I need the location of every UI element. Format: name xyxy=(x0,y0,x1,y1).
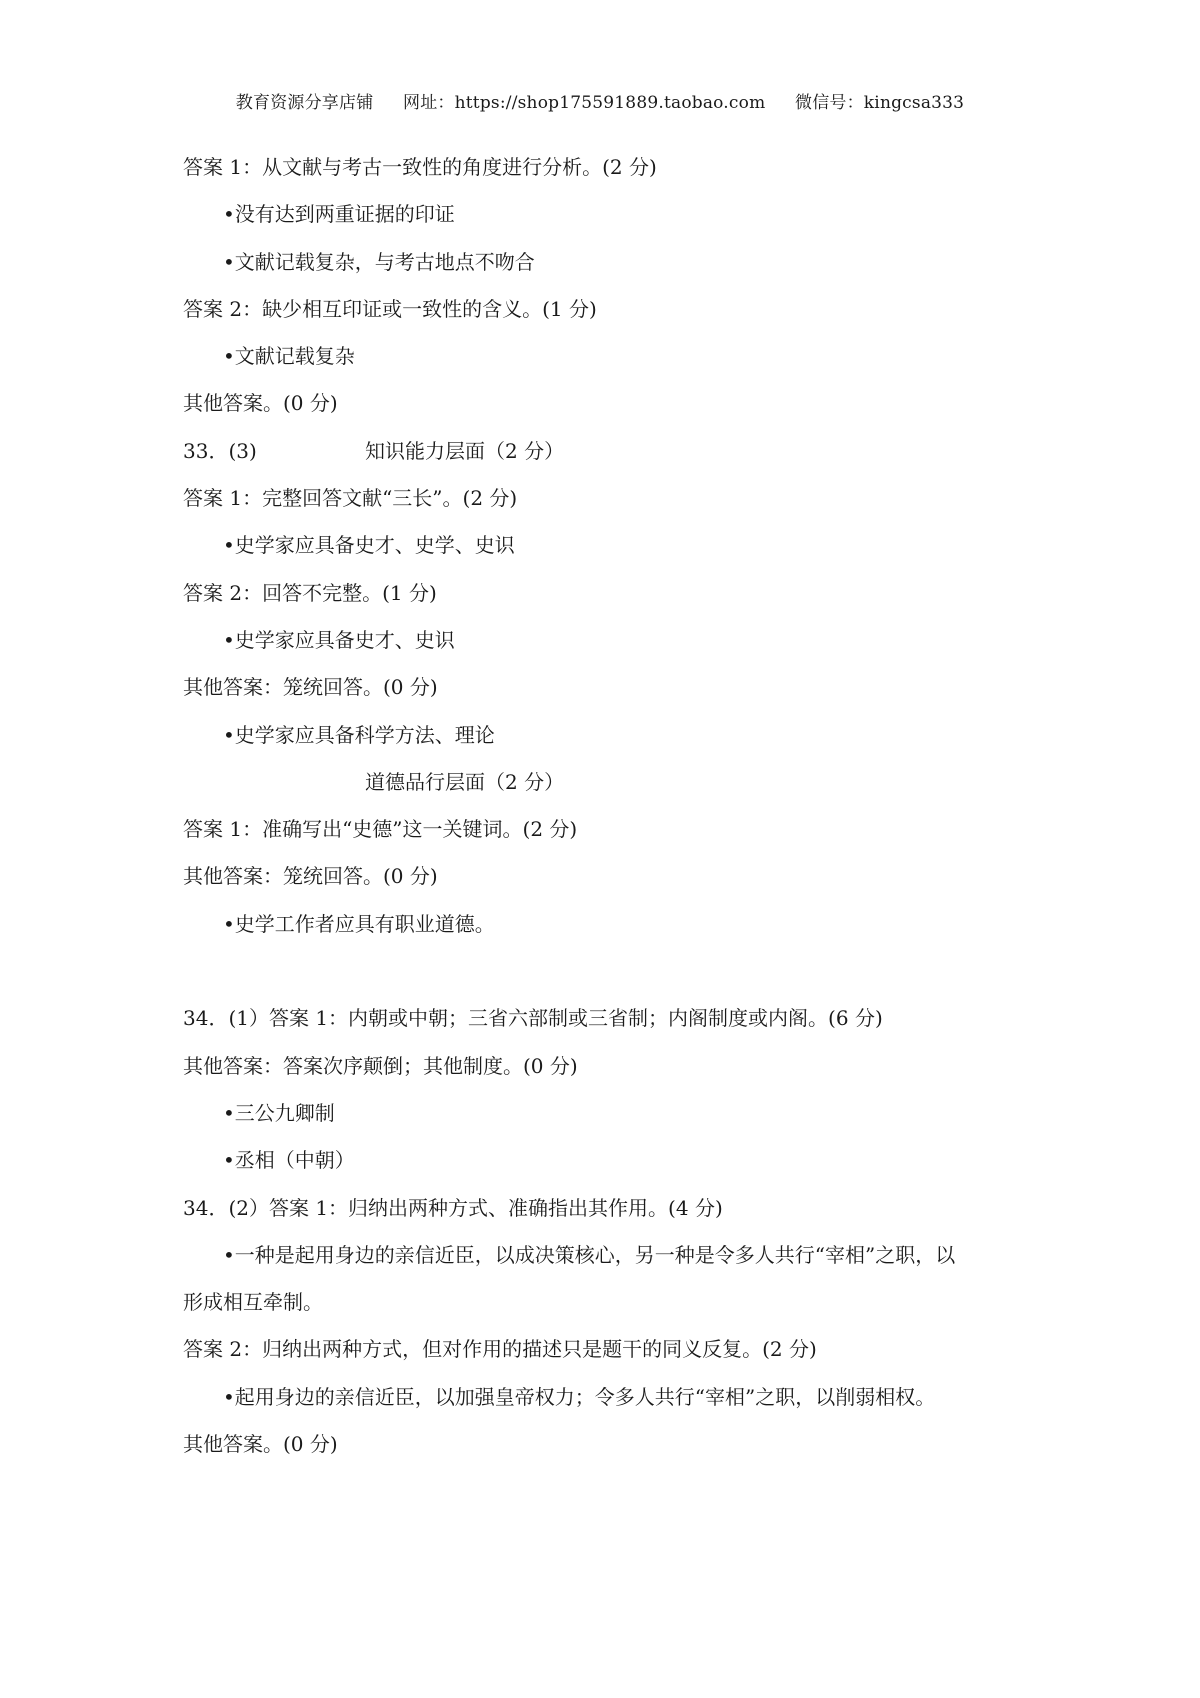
bullet-line: •起用身边的亲信近臣，以加强皇帝权力；令多人共行“宰相”之职，以削弱相权。 xyxy=(223,1384,936,1409)
bullet-line: •文献记载复杂 xyxy=(223,344,355,369)
bullet-line: •一种是起用身边的亲信近臣，以成决策核心，另一种是令多人共行“宰相”之职，以 xyxy=(223,1242,956,1267)
blank-spacer xyxy=(183,956,1043,1003)
answer-line: 答案 2：缺少相互印证或一致性的含义。(1 分) xyxy=(183,296,597,321)
answer-line: 其他答案：笼统回答。(0 分) xyxy=(183,675,438,700)
answer-line: 答案 1：从文献与考古一致性的角度进行分析。(2 分) xyxy=(183,155,657,179)
answer-content xyxy=(183,152,1043,1476)
bullet-line: •史学工作者应具有职业道德。 xyxy=(223,911,495,936)
bullet-line: •史学家应具备史才、史学、史识 xyxy=(223,533,515,558)
bullet-line: •没有达到两重证据的印证 xyxy=(223,202,455,227)
answer-line: 答案 2：回答不完整。(1 分) xyxy=(183,580,437,605)
bullet-continuation: 形成相互牵制。 xyxy=(183,1290,323,1315)
answer-line: 34．(1）答案 1：内朝或中朝；三省六部制或三省制；内阁制度或内阁。(6 分) xyxy=(183,1006,883,1031)
header-url: 网址：https://shop175591889.taobao.com xyxy=(403,93,766,113)
section-subhead: 知识能力层面（2 分） xyxy=(365,438,565,463)
question-heading xyxy=(183,436,1043,483)
answer-line: 答案 2：归纳出两种方式，但对作用的描述只是题干的同义反复。(2 分) xyxy=(183,1337,817,1362)
bullet-line: •史学家应具备科学方法、理论 xyxy=(223,722,495,747)
section-subhead: 道德品行层面（2 分） xyxy=(365,769,565,794)
answer-line: 34．(2）答案 1：归纳出两种方式、准确指出其作用。(4 分) xyxy=(183,1195,723,1220)
answer-line: 答案 1：完整回答文献“三长”。(2 分) xyxy=(183,486,518,511)
bullet-line: •三公九卿制 xyxy=(223,1100,335,1125)
answer-line: 其他答案。(0 分) xyxy=(183,391,338,416)
header-shop-name: 教育资源分享店铺 xyxy=(235,93,374,113)
question-number: 33．(3) xyxy=(183,438,257,463)
header-wechat: 微信号：kingcsa333 xyxy=(795,93,965,113)
answer-line: 其他答案：答案次序颠倒；其他制度。(0 分) xyxy=(183,1053,578,1078)
answer-line: 答案 1：准确写出“史德”这一关键词。(2 分) xyxy=(183,817,578,842)
bullet-line: •史学家应具备史才、史识 xyxy=(223,627,455,652)
answer-line: 其他答案。(0 分) xyxy=(183,1432,338,1457)
answer-line: 其他答案：笼统回答。(0 分) xyxy=(183,864,438,889)
bullet-line: •文献记载复杂，与考古地点不吻合 xyxy=(223,249,535,274)
bullet-line: •丞相（中朝） xyxy=(223,1148,355,1173)
page-header xyxy=(0,88,1200,113)
